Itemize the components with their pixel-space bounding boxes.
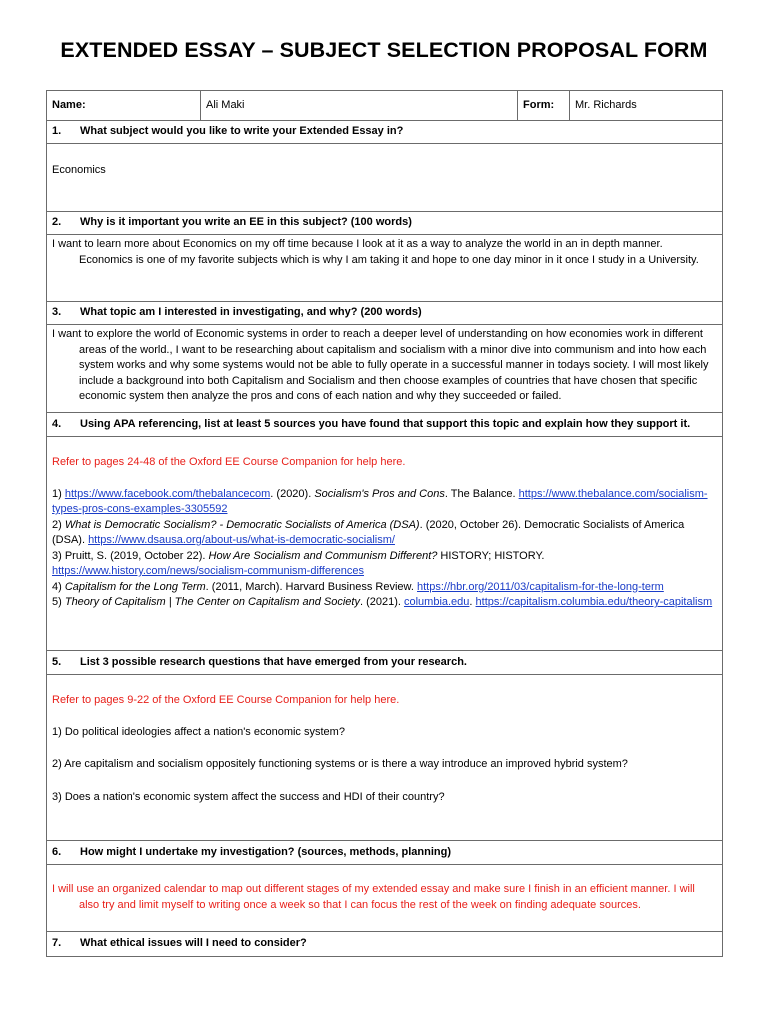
q2-question-text: Why is it important you write an EE in this subject? (100 words) xyxy=(80,216,412,229)
source-5-post: . (2021). xyxy=(359,596,404,608)
source-1-pre: . (2020). xyxy=(270,487,315,500)
q5-answer-row xyxy=(47,675,723,841)
q3-question-text: What topic am I interested in investigating, and why? (200 words) xyxy=(80,306,422,319)
q4-answer-cell[interactable] xyxy=(47,437,723,651)
source-item-2 xyxy=(52,518,717,549)
source-1-link-1[interactable]: https://www.facebook.com/thebalancecom xyxy=(64,487,271,500)
source-2-link[interactable]: https://www.dsausa.org/about-us/what-is-democratic-socialism/ xyxy=(88,534,395,546)
q7-number: 7. xyxy=(52,937,62,950)
page-title: EXTENDED ESSAY – SUBJECT SELECTION PROPOSAL FORM xyxy=(60,38,708,62)
q1-question-text: What subject would you like to write your Extended Essay in? xyxy=(80,125,404,138)
q5-answer-cell[interactable] xyxy=(47,675,723,841)
q6-answer-cell[interactable] xyxy=(47,865,723,932)
research-question-2: 2) Are capitalism and socialism oppositely functioning systems or is there a way introduce an improved hybrid system? xyxy=(52,758,628,770)
source-3-pre: Pruitt, S. (2019, October 22). xyxy=(64,549,209,562)
q6-row xyxy=(47,841,723,865)
q1-number: 1. xyxy=(52,125,62,138)
source-number: 1) xyxy=(52,487,62,500)
header-row xyxy=(47,91,723,121)
q7-question-text: What ethical issues will I need to consider? xyxy=(80,937,307,950)
source-2-post: . (2020, October 26). Democratic Socialists of America (DSA). xyxy=(52,518,685,546)
q3-row xyxy=(47,302,723,325)
q3-number: 3. xyxy=(52,306,62,319)
q4-row xyxy=(47,413,723,437)
form-label: Form: xyxy=(518,91,570,121)
source-5-link-2[interactable]: https://capitalism.columbia.edu/theory-capitalism xyxy=(475,596,713,608)
research-question-1: 1) Do political ideologies affect a nation's economic system? xyxy=(52,725,345,738)
q1-question xyxy=(47,121,723,144)
name-value[interactable]: Ali Maki xyxy=(201,91,518,121)
q4-question xyxy=(47,413,723,437)
source-1-post: . The Balance. xyxy=(444,487,519,500)
source-5-post2: . xyxy=(469,596,476,608)
source-number: 2) xyxy=(52,518,62,531)
q2-question xyxy=(47,212,723,235)
source-5-title: Theory of Capitalism | The Center on Capitalism and Society xyxy=(64,596,360,608)
form-value[interactable]: Mr. Richards xyxy=(570,91,723,121)
q4-number: 4. xyxy=(52,417,62,430)
q3-question xyxy=(47,302,723,325)
source-4-post: . (2011, March). Harvard Business Review. xyxy=(205,580,417,593)
q2-answer: I want to learn more about Economics on my off time because I look at it as a way to analyze the world in an in depth manner. Economics is one of my favorite subjects which is why I am taking it and hope to one day minor in it once I study in a University. xyxy=(52,238,699,266)
q1-answer-row xyxy=(47,144,723,212)
source-number: 5) xyxy=(52,596,62,608)
source-5-link-1[interactable]: columbia.edu xyxy=(403,596,470,608)
q3-answer-cell[interactable] xyxy=(47,325,723,413)
q6-answer: I will use an organized calendar to map out different stages of my extended essay and make sure I finish in an efficient manner. I will also try and limit myself to writing once a week so that I can focus the rest of the week on finding adequate sources. xyxy=(52,883,695,911)
q7-row xyxy=(47,932,723,957)
source-3-link[interactable]: https://www.history.com/news/socialism-communism-differences xyxy=(52,565,364,577)
q7-question xyxy=(47,932,723,957)
source-item-4 xyxy=(52,580,717,596)
proposal-form-table xyxy=(46,90,723,957)
q3-answer-clip xyxy=(52,327,717,411)
q6-answer-row xyxy=(47,865,723,932)
q5-row xyxy=(47,651,723,675)
q6-number: 6. xyxy=(52,845,62,858)
source-item-3 xyxy=(52,549,717,580)
source-number: 3) xyxy=(52,549,62,562)
q6-question-text: How might I undertake my investigation? (sources, methods, planning) xyxy=(80,845,451,858)
source-1-title: Socialism's Pros and Cons xyxy=(314,487,445,500)
q4-answer-row xyxy=(47,437,723,651)
q5-question-text: List 3 possible research questions that have emerged from your research. xyxy=(80,655,467,668)
source-item-1 xyxy=(52,487,717,518)
q3-answer-row xyxy=(47,325,723,413)
q5-number: 5. xyxy=(52,655,62,668)
q4-help-text: Refer to pages 24-48 of the Oxford EE Course Companion for help here. xyxy=(52,456,406,468)
source-4-title: Capitalism for the Long Term xyxy=(64,580,206,593)
q3-answer: I want to explore the world of Economic systems in order to reach a deeper level of understanding on how economies work in different areas of the world., I want to be researching about capitalism and socialism with a minor dive into communism and into how each system works and why some systems would not be able to fully operate in a successful manner in todays society. I will most likely include a background into both Capitalism and Socialism and then choose examples of countries that have chosen that specific economic system then analyze the pros and cons of each nation and why they succeeded or failed. xyxy=(52,328,709,402)
source-3-post: HISTORY; HISTORY. xyxy=(437,549,545,562)
q2-answer-cell[interactable] xyxy=(47,235,723,302)
source-1-link-2[interactable]: https://www.thebalance.com/socialism-types-pros-cons-examples-3305592 xyxy=(52,487,708,515)
source-number: 4) xyxy=(52,580,62,593)
q5-help-text: Refer to pages 9-22 of the Oxford EE Course Companion for help here. xyxy=(52,694,400,706)
research-question-3: 3) Does a nation's economic system affect the success and HDI of their country? xyxy=(52,790,445,803)
q2-answer-row xyxy=(47,235,723,302)
q6-question xyxy=(47,841,723,865)
source-item-5 xyxy=(52,595,717,611)
q2-number: 2. xyxy=(52,216,62,229)
source-3-title: How Are Socialism and Communism Different? xyxy=(208,549,438,562)
q5-question xyxy=(47,651,723,675)
source-2-title: What is Democratic Socialism? - Democratic Socialists of America (DSA) xyxy=(64,518,420,531)
q2-row xyxy=(47,212,723,235)
q4-question-text: Using APA referencing, list at least 5 sources you have found that support this topic and explain how they support it. xyxy=(80,417,691,430)
source-4-link[interactable]: https://hbr.org/2011/03/capitalism-for-the-long-term xyxy=(417,580,664,593)
q1-answer[interactable]: Economics xyxy=(47,144,723,212)
name-label: Name: xyxy=(47,91,201,121)
q1-row xyxy=(47,121,723,144)
